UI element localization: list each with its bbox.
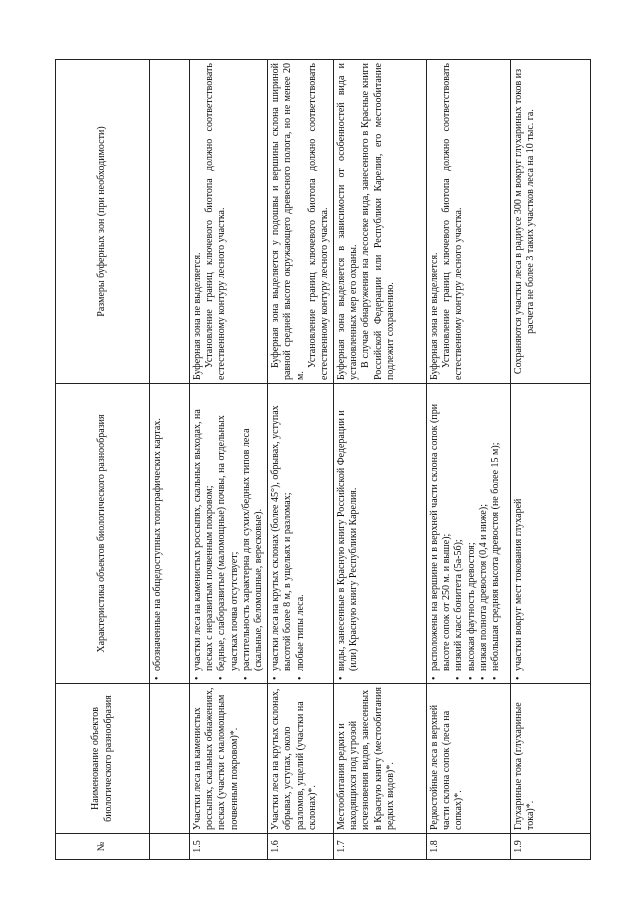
cell-buffer xyxy=(334,60,427,384)
table-row xyxy=(511,60,591,860)
object-name: Участки леса на крутых склонах, обрывах, уступах, около разломов, ущелий (участки на склонах)*. xyxy=(268,684,334,834)
list-item: • бедные, слаборазвитые (маломощные) почвы, на отдельных участках почва отсутствует; xyxy=(216,387,240,680)
list-item: • низкий класс бонитета (5а-5б); xyxy=(453,387,465,680)
list-item: • участки леса на крутых склонах (более 45°), обрывах, уступах высотой более 8 м, в ущельях и разломах; xyxy=(270,387,294,680)
table-row-continuation xyxy=(150,60,190,860)
biodiversity-objects-table xyxy=(55,59,591,860)
list-item: • обозначенные на общедоступных топографических картах. xyxy=(152,387,164,680)
row-number: 1.5 xyxy=(190,834,268,860)
characteristics-list xyxy=(152,387,164,680)
row-number: 1.7 xyxy=(334,834,427,860)
list-item: • небольшая средняя высота древостоя (не более 15 м); xyxy=(490,387,502,680)
cell-buffer xyxy=(268,60,334,384)
cell-characteristics xyxy=(334,384,427,684)
header-characteristics: Характеристика объектов биологического разнообразия xyxy=(56,384,150,684)
row-number: 1.6 xyxy=(268,834,334,860)
cell-characteristics xyxy=(268,384,334,684)
buffer-paragraph: Установление границ ключевого биотопа должно соответствовать естественному контуру лесного участка. xyxy=(306,63,330,380)
cell-characteristics xyxy=(511,384,591,684)
characteristics-list xyxy=(336,387,360,680)
buffer-paragraph: Буферная зона выделяется у подошвы и вершины склона шириной равной средней высоте окружающего древесного полога, но не менее 20 м. xyxy=(270,63,306,380)
cell-name xyxy=(150,684,190,834)
list-item: • низкая полнота древостоя (0,4 и ниже); xyxy=(478,387,490,680)
list-item: • любые типы леса. xyxy=(295,387,307,680)
list-item: • расположены на вершине и в верхней части склона сопок (при высоте сопок от 250 м. и выше); xyxy=(429,387,453,680)
row-number: 1.8 xyxy=(427,834,511,860)
table-header-row xyxy=(56,60,150,860)
table-row xyxy=(427,60,511,860)
list-item: • растительность характерна для сухих/бедных типов леса (скальные, беломошные, вересковые). xyxy=(241,387,265,680)
cell-characteristics xyxy=(427,384,511,684)
cell-buffer xyxy=(511,60,591,384)
cell-buffer xyxy=(190,60,268,384)
cell-characteristics xyxy=(150,384,190,684)
cell-characteristics xyxy=(190,384,268,684)
object-name: Участки леса на каменистых россыпях, скальных обнажениях, песках (участки с маломощным почвенным покровом)*. xyxy=(190,684,268,834)
table-row xyxy=(268,60,334,860)
header-name: Наименование объектов биологического разнообразия xyxy=(56,684,150,834)
characteristics-list xyxy=(270,387,307,680)
characteristics-list xyxy=(429,387,502,680)
header-num: № xyxy=(56,834,150,860)
object-name: Местообитания редких и находящихся под угрозой исчезновения видов, занесенных в Красную книгу (местообитания редких видов)*. xyxy=(334,684,427,834)
list-item: • высокая фаутность древостоя; xyxy=(466,387,478,680)
buffer-paragraph: В случае обнаружения на лесосеке вида, занесенного в Красные книги Российской Федерации или Республики Карелия, его местообитание подлежит сохранению. xyxy=(360,63,396,380)
list-item: • участки вокруг мест токования глухарей xyxy=(513,387,525,680)
object-name: Глухариные тока (глухариные тока)*. xyxy=(511,684,591,834)
buffer-paragraph: Сохраняются участки леса в радиусе 300 м вокруг глухариных токов из расчета не более 3 таких участков леса на 10 тыс. га. xyxy=(513,68,537,375)
object-name: Редкостойные леса в верхней части склона сопок (леса на сопках)*. xyxy=(427,684,511,834)
buffer-paragraph: Установление границ ключевого биотопа должно соответствовать естественному контуру лесного участка. xyxy=(441,63,465,380)
cell-buffer xyxy=(150,60,190,384)
rotated-page xyxy=(55,60,585,860)
characteristics-list xyxy=(513,387,525,680)
list-item: • участки леса на каменистых россыпях, скальных выходах, на песках с неразвитым почвенным покровом; xyxy=(192,387,216,680)
header-buffer-zones: Размеры буферных зон (при необходимости) xyxy=(56,60,150,384)
row-number: 1.9 xyxy=(511,834,591,860)
table-row xyxy=(190,60,268,860)
buffer-paragraph: Буферная зона выделяется в зависимости от особенностей вида и установленных мер его охраны. xyxy=(336,63,360,380)
cell-buffer xyxy=(427,60,511,384)
cell-num xyxy=(150,834,190,860)
buffer-paragraph: Буферная зона не выделяется. xyxy=(192,252,203,380)
characteristics-list xyxy=(192,387,265,680)
table-row xyxy=(334,60,427,860)
list-item: • виды, занесенные в Красную книгу Российской Федерации и (или) Красную книгу Республики Карелия. xyxy=(336,387,360,680)
buffer-paragraph: Установление границ ключевого биотопа должно соответствовать естественному контуру лесного участка. xyxy=(204,63,228,380)
buffer-paragraph: Буферная зона не выделяется. xyxy=(429,252,441,380)
